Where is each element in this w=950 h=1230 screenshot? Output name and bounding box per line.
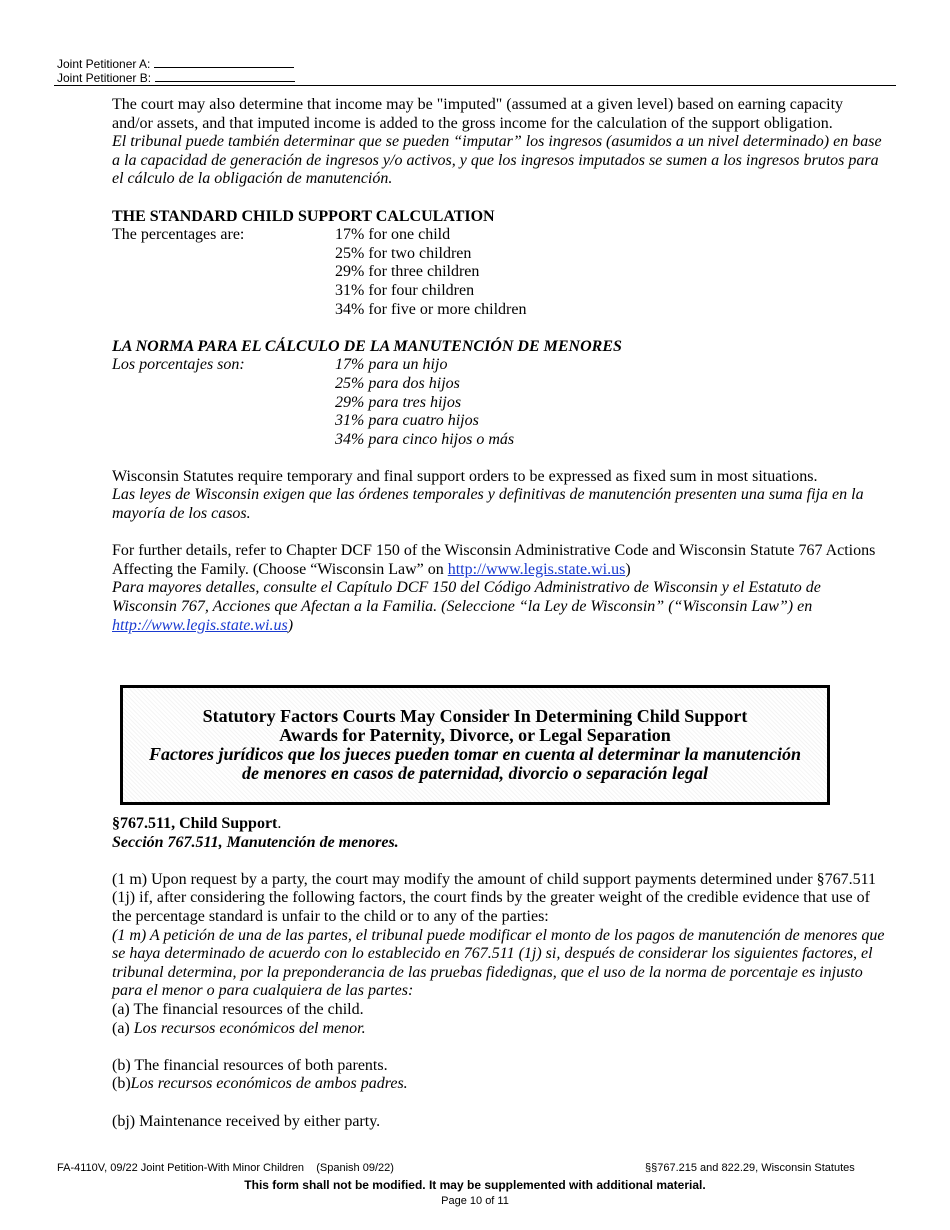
box-title-line3: Factores jurídicos que los jueces pueden tomar en cuenta al determinar la manutención	[148, 744, 802, 764]
percent-row-en-0	[112, 226, 882, 245]
item-a-en: (a) The financial resources of the child.	[112, 1000, 364, 1018]
percent-row-es-1	[112, 375, 882, 394]
standard-heading-en: THE STANDARD CHILD SUPPORT CALCULATION	[112, 207, 495, 225]
legis-link[interactable]: http://www.legis.state.wi.us	[447, 560, 626, 578]
petitioner-b-label: Joint Petitioner B:	[57, 71, 152, 85]
percent-label-es: Los porcentajes son:	[112, 356, 245, 374]
percent-row-es-4	[112, 431, 882, 450]
item-a-es: (a) Los recursos económicos del menor.	[112, 1019, 366, 1037]
legis-link-es[interactable]: http://www.legis.state.wi.us	[112, 616, 288, 634]
footer-statutes: §§767.215 and 822.29, Wisconsin Statutes	[645, 1162, 855, 1174]
percent-item-en: 31% for four children	[335, 281, 475, 299]
percent-item-en: 17% for one child	[335, 226, 451, 244]
main-content	[112, 96, 882, 635]
petitioner-a-row	[57, 56, 294, 71]
percent-item-en: 25% for two children	[335, 244, 472, 262]
percent-item-en: 34% for five or more children	[335, 300, 527, 318]
item-b-es: (b)Los recursos económicos de ambos padres.	[112, 1075, 408, 1093]
statutes-es: Las leyes de Wisconsin exigen que las órdenes temporales y definitivas de manutención presenten una suma fija en la mayoría de los casos.	[112, 486, 864, 523]
petitioner-b-blank[interactable]	[155, 70, 295, 82]
imputed-es: El tribunal puede también determinar que se pueden “imputar” los ingresos (asumidos a un nivel determinado) en base a la capacidad de generación de ingresos y/o activos, y que los ingresos imputados se sumen a los ingresos brutos para el cálculo de la obligación de manutención.	[112, 133, 882, 188]
percent-item-es: 31% para cuatro hijos	[335, 412, 479, 430]
para-1m-en: (1 m) Upon request by a party, the court may modify the amount of child support payments determined under §767.511 (1j) if, after considering the following factors, the court finds by the greater weight of the credible evidence that use of the percentage standard is unfair to the child or to any of the parties:	[112, 870, 876, 925]
percent-item-es: 34% para cinco hijos o más	[335, 430, 515, 448]
petitioner-a-blank[interactable]	[154, 56, 294, 68]
percent-item-es: 25% para dos hijos	[335, 374, 460, 392]
percent-item-en: 29% for three children	[335, 263, 480, 281]
box-title-line1: Statutory Factors Courts May Consider In Determining Child Support	[202, 706, 748, 726]
box-title-line2: Awards for Paternity, Divorce, or Legal Separation	[279, 725, 671, 745]
footer-notice: This form shall not be modified. It may be supplemented with additional material.	[244, 1178, 706, 1192]
percent-label-en: The percentages are:	[112, 226, 245, 244]
statutory-factors-box	[120, 685, 830, 805]
percent-item-es: 29% para tres hijos	[335, 393, 462, 411]
percent-row-es-3	[112, 412, 882, 431]
section-title: §767.511, Child Support.	[112, 815, 282, 832]
para-1m-es: (1 m) A petición de una de las partes, el tribunal puede modificar el monto de los pagos de manutención de menores que se haya determinado de acuerdo con lo establecido en 767.511 (1j) si, después de considerar los siguientes factores, el tribunal determina, por la preponderancia de las pruebas fidedignas, que el uso de la norma de porcentaje es injusto para el menor o para cualquiera de las partes:	[112, 926, 885, 1000]
statutes-en: Wisconsin Statutes require temporary and final support orders to be expressed as fixed sum in most situations.	[112, 467, 818, 485]
petitioner-a-label: Joint Petitioner A:	[57, 57, 151, 71]
header-rule	[54, 85, 896, 86]
item-b-en: (b) The financial resources of both parents.	[112, 1056, 388, 1074]
box-title-line4: de menores en casos de paternidad, divorcio o separación legal	[242, 763, 708, 783]
percent-row-en-1	[112, 245, 882, 264]
percent-row-en-2	[112, 263, 882, 282]
percent-item-es: 17% para un hijo	[335, 356, 448, 374]
standard-heading-es: LA NORMA PARA EL CÁLCULO DE LA MANUTENCIÓN DE MENORES	[112, 337, 622, 355]
imputed-en: The court may also determine that income may be "imputed" (assumed at a given level) based on earning capacity and/or assets, and that imputed income is added to the gross income for the calculation of the support obligation.	[112, 96, 844, 132]
percent-row-en-4	[112, 301, 882, 320]
percent-row-en-3	[112, 282, 882, 301]
footer-form-id: FA-4110V, 09/22 Joint Petition-With Minor Children (Spanish 09/22)	[57, 1162, 394, 1174]
percent-row-es-0	[112, 356, 882, 375]
percent-row-es-2	[112, 394, 882, 413]
details-es: Para mayores detalles, consulte el Capítulo DCF 150 del Código Administrativo de Wisconsin y el Estatuto de Wisconsin 767, Acciones que Afectan a la Familia. (Seleccione “la Ley de Wisconsin” (“Wisconsin Law”) en http://www.legis.state.wi.us)	[112, 579, 821, 634]
footer-page: Page 10 of 11	[441, 1195, 509, 1207]
item-bj-en: (bj) Maintenance received by either party.	[112, 1112, 381, 1130]
section-title-es: Sección 767.511, Manutención de menores.	[112, 833, 399, 851]
petitioner-b-row	[57, 70, 295, 85]
section-767-511	[112, 815, 892, 1131]
details-en: For further details, refer to Chapter DCF 150 of the Wisconsin Administrative Code and Wisconsin Statute 767 Actions Affecting the Family. (Choose “Wisconsin Law” on http://www.legis.state.wi.us)	[112, 542, 876, 578]
